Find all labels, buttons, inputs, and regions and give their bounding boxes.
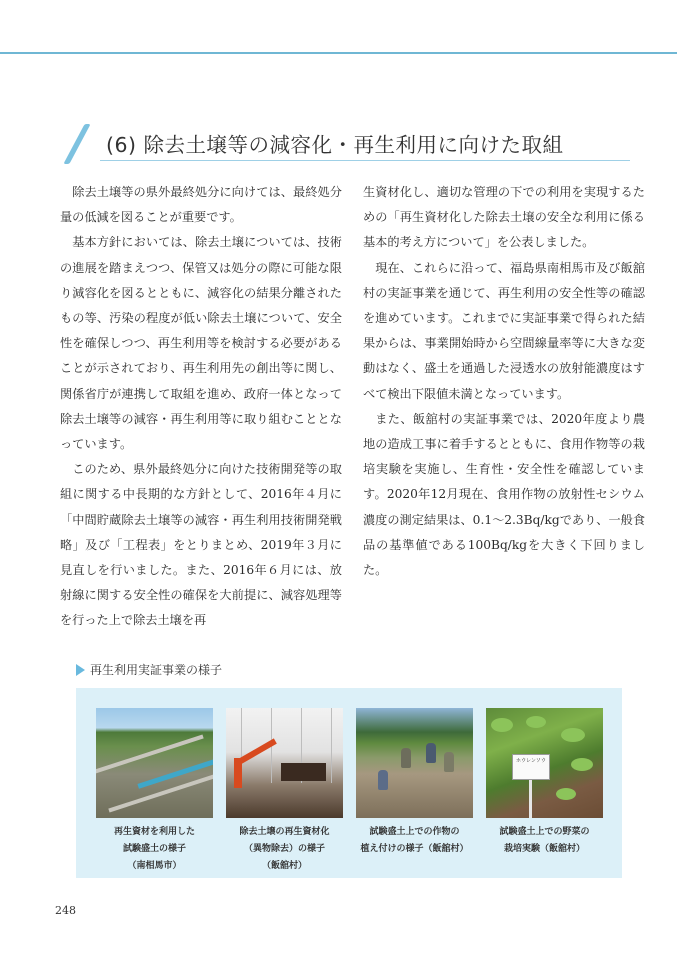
top-rule (0, 52, 677, 54)
crop-sign (512, 754, 550, 780)
section-title: (6) 除去土壌等の減容化・再生利用に向けた取組 (106, 133, 564, 157)
photo-test-embankment (96, 708, 213, 818)
photo-crop-planting (356, 708, 473, 818)
page-number: 248 (55, 904, 76, 917)
heading-underline (100, 160, 630, 161)
photo-section-title-text: 再生利用実証事業の様子 (90, 663, 223, 677)
triangle-bullet-icon (76, 664, 85, 676)
paragraph: 基本方針においては、除去土壌については、技術の進展を踏まえつつ、保管又は処分の際に可能な限り減容化を図るとともに、減容化の結果分離されたもの等、汚染の程度が低い除去土壌について、安全性を確保しつつ、再生利用等を検討する必要があることが示されており、再生利用先の創出等に関し、関係省庁が連携して取組を進め、政府一体となって除去土壌等の減容・再生利用等に取り組むこととなっています。 (60, 235, 342, 452)
left-column (60, 180, 342, 634)
right-column (363, 180, 645, 583)
photo-caption: 再生資材を利用した 試験盛土の様子 （南相馬市） (113, 827, 195, 871)
photo-item-iitate-vegetables (486, 708, 603, 858)
crop-sign-text: ホウレンソウ (516, 758, 546, 764)
photo-caption: 試験盛土上での作物の 植え付けの様子（飯舘村） (360, 827, 469, 854)
paragraph: また、飯舘村の実証事業では、2020年度より農地の造成工事に着手するとともに、食用作物等の栽培実験を実施し、生育性・安全性を確認しています。2020年12月現在、食用作物の放射性セシウム濃度の測定結果は、0.1～2.3Bq/kgであり、一般食品の基準値である100Bq/kgを大きく下回りました。 (363, 411, 646, 578)
photo-item-iitate-recycling (226, 708, 343, 875)
paragraph: 現在、これらに沿って、福島県南相馬市及び飯舘村の実証事業を通じて、再生利用の安全性等の確認を進めています。これまでに実証事業で得られた結果からは、事業開始時から空間線量率等に大きな変動はなく、盛土を通過した浸透水の放射能濃度はすべて検出下限値未満となっています。 (363, 260, 645, 401)
photo-caption: 除去土壌の再生資材化 （異物除去）の様子 （飯舘村） (239, 827, 330, 871)
paragraph: このため、県外最終処分に向けた技術開発等の取組に関する中長期的な方針として、2016年４月に「中間貯蔵除去土壌等の減容・再生利用技術開発戦略」及び「工程表」をとりまとめ、2019年３月に見直しを行いました。また、2016年６月には、放射線に関する安全性の確保を大前提に、減容処理等を行った上で除去土壌を再 (60, 462, 342, 628)
section-heading (70, 120, 570, 166)
heading-slash-mark (63, 124, 90, 164)
paragraph: 除去土壌等の県外最終処分に向けては、最終処分量の低減を図ることが重要です。 (60, 185, 342, 225)
photo-item-iitate-planting (356, 708, 473, 858)
photo-soil-recycling (226, 708, 343, 818)
photo-item-minamisoma (96, 708, 213, 875)
photo-vegetable-cultivation (486, 708, 603, 818)
photo-section-title (76, 661, 222, 678)
photo-panel (76, 688, 622, 878)
photo-caption: 試験盛土上での野菜の 栽培実験（飯舘村） (499, 827, 590, 854)
paragraph: 生資材化し、適切な管理の下での利用を実現するための「再生資材化した除去土壌の安全な利用に係る基本的考え方について」を公表しました。 (363, 185, 645, 250)
